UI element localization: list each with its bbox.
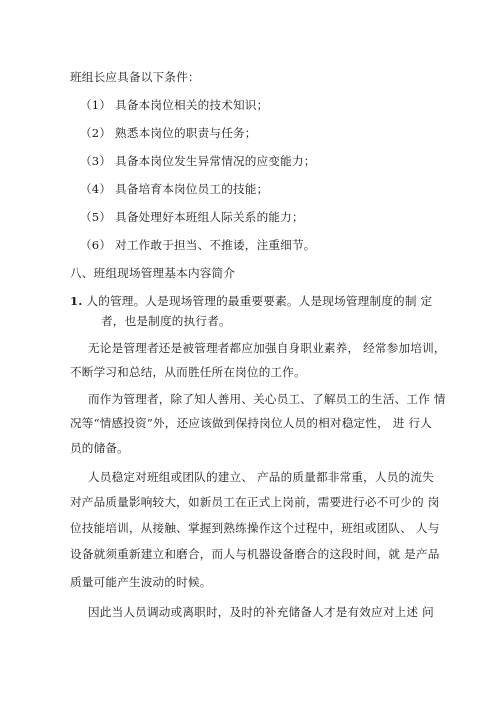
paragraph-4-line-5: 质量可能产生波动的时候。: [70, 575, 212, 589]
paragraph-1-line-2: 者，也是制度的执行者。: [101, 314, 231, 328]
condition-item-1: （1） 具备本岗位相关的技术知识；: [80, 98, 269, 112]
paragraph-2-line-1: 无论是管理者还是被管理者都应加强自身职业素养， 经常参加培训，: [88, 341, 446, 355]
paragraph-4-line-1: 人员稳定对班组或团队的建立、 产品的质量都非常重，人员的流失: [88, 470, 434, 484]
paragraph-2-line-2: 不断学习和总结，从而胜任所在岗位的工作。: [70, 365, 306, 379]
paragraph-1-number: 1.: [70, 294, 83, 308]
condition-item-5: （5） 具备处理好本班组人际关系的能力；: [80, 210, 304, 224]
section-title: 八、班组现场管理基本内容简介: [70, 266, 236, 280]
paragraph-3-line-3: 员的储备。: [70, 441, 129, 455]
condition-item-6: （6） 对工作敢于担当、不推诿，注重细节。: [80, 238, 316, 252]
paragraph-3-line-2: 况等“情感投资”外，还应该做到保持岗位人员的相对稳定性， 进 行人: [70, 416, 433, 430]
condition-item-2: （2） 熟悉本岗位的职责与任务；: [80, 126, 257, 140]
paragraph-4-line-4: 设备就须重新建立和磨合，而人与机器设备磨合的这段时间，就 是产品: [70, 547, 440, 561]
condition-item-4: （4） 具备培育本岗位员工的技能；: [80, 182, 269, 196]
paragraph-3-line-1: 而作为管理者，除了知人善用、关心员工、了解员工的生活、工作 情: [88, 392, 446, 406]
conditions-heading: 班组长应具备以下条件：: [70, 70, 200, 84]
paragraph-1-line-1-text: 人的管理。人是现场管理的最重要要素。人是现场管理制度的制 定: [82, 294, 433, 308]
paragraph-5-line-1: 因此当人员调动或离职时，及时的补充储备人才是有效应对上述 问: [88, 605, 434, 619]
condition-item-3: （3） 具备本岗位发生异常情况的应变能力；: [80, 154, 316, 168]
paragraph-4-line-3: 位技能培训，从接触、掌握到熟练操作这个过程中，班组或团队、 人与: [70, 521, 440, 535]
paragraph-1-line-1: [70, 293, 432, 309]
paragraph-4-line-2: 对产品质量影响较大，如新员工在正式上岗前，需要进行必不可少的 岗: [70, 495, 440, 509]
